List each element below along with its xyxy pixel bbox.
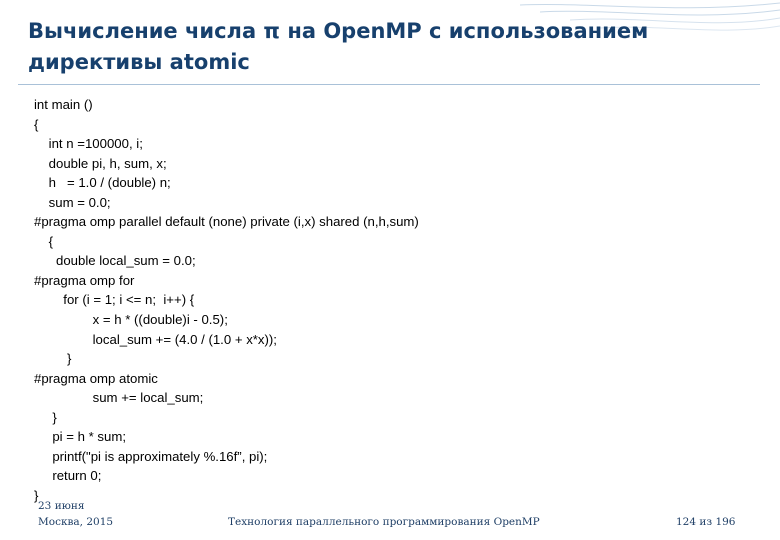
code-block: [34, 95, 419, 505]
code-line: pi = h * sum;: [34, 429, 126, 445]
code-line: for (i = 1; i <= n; i++) {: [34, 292, 195, 308]
code-line: double pi, h, sum, x;: [34, 155, 167, 171]
code-line: {: [34, 233, 54, 249]
slide-title: [28, 16, 728, 78]
footer-page-number: 124 из 196: [676, 516, 736, 528]
code-line: int n =100000, i;: [34, 136, 143, 152]
title-divider: [18, 84, 760, 85]
slide-title-line: директивы atomic: [28, 50, 250, 74]
code-line: double local_sum = 0.0;: [34, 253, 196, 269]
code-line: int main (): [34, 97, 93, 112]
code-line: #pragma omp parallel default (none) private (i,x) shared (n,h,sum): [34, 214, 419, 230]
code-line: }: [34, 487, 39, 503]
code-line: }: [34, 351, 72, 367]
code-line: local_sum += (4.0 / (1.0 + x*x));: [34, 331, 277, 347]
code-line: #pragma omp atomic: [34, 370, 158, 386]
code-line: printf("pi is approximately %.16f”, pi);: [34, 448, 268, 464]
footer-course-title: Технология параллельного программирования OpenMP: [228, 516, 540, 528]
code-line: h = 1.0 / (double) n;: [34, 175, 171, 191]
code-line: return 0;: [34, 468, 102, 484]
code-line: sum = 0.0;: [34, 194, 111, 210]
code-line: }: [34, 409, 57, 425]
footer-date: 23 июня: [38, 500, 85, 512]
footer-city-year: Москва, 2015: [38, 516, 114, 528]
slide-title-line: Вычисление числа π на OpenMP с использованием: [28, 19, 649, 43]
code-line: {: [34, 116, 39, 132]
code-line: #pragma omp for: [34, 272, 135, 288]
code-line: sum += local_sum;: [34, 390, 204, 406]
code-line: x = h * ((double)i - 0.5);: [34, 312, 228, 328]
